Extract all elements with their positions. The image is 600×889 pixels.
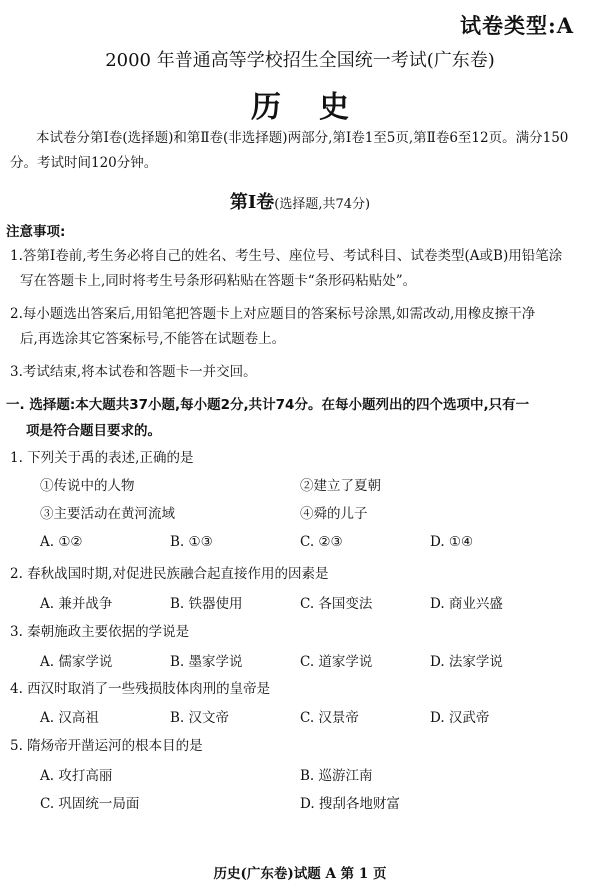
notice-item-3-line-1: 3.考试结束,将本试卷和答题卡一并交回。 <box>10 364 257 380</box>
notice-item-2-line-2: 后,再选涂其它答案标号,不能答在试题卷上。 <box>20 331 286 347</box>
question-1-option-c: C. ②③ <box>300 534 343 550</box>
question-2-option-c: C. 各国变法 <box>300 596 373 612</box>
part-one-heading <box>0 188 600 214</box>
question-4-option-d: D. 汉武帝 <box>430 710 490 726</box>
part-one-title: 第Ⅰ卷 <box>229 192 275 213</box>
question-3-option-c: C. 道家学说 <box>300 654 373 670</box>
notice-item-1-line-1: 1.答第Ⅰ卷前,考生务必将自己的姓名、考生号、座位号、考试科目、试卷类型(A或B)用铅笔涂 <box>10 248 563 264</box>
question-1-statement-4: ④舜的儿子 <box>300 506 368 522</box>
question-2-option-d: D. 商业兴盛 <box>430 596 503 612</box>
question-5-stem: 5. 隋炀帝开凿运河的根本目的是 <box>10 738 203 754</box>
question-2-option-a: A. 兼并战争 <box>40 596 113 612</box>
question-3-option-b: B. 墨家学说 <box>170 654 243 670</box>
exam-title: 2000 年普通高等学校招生全国统一考试(广东卷) <box>105 50 495 71</box>
question-5-options-row-2 <box>40 792 590 812</box>
question-3-options <box>40 650 590 670</box>
question-5-options-row-1 <box>40 764 590 784</box>
question-4-option-a: A. 汉高祖 <box>40 710 99 726</box>
exam-type-label: 试卷类型:A <box>459 13 574 38</box>
question-4-stem: 4. 西汉时取消了一些残损肢体肉刑的皇帝是 <box>10 681 271 697</box>
question-2-options <box>40 592 590 612</box>
question-1-option-a: A. ①② <box>40 534 83 550</box>
question-3-option-a: A. 儒家学说 <box>40 654 113 670</box>
question-5-option-b: B. 巡游江南 <box>300 768 373 784</box>
section-one-line-2: 项是符合题目要求的。 <box>26 423 161 439</box>
question-1-option-d: D. ①④ <box>430 534 474 550</box>
question-1-statement-3: ③主要活动在黄河流域 <box>40 506 175 522</box>
question-1-stem: 1. 下列关于禹的表述,正确的是 <box>10 450 194 466</box>
notice-item-1-line-2: 写在答题卡上,同时将考生号条形码粘贴在答题卡“条形码粘贴处”。 <box>20 273 417 289</box>
notice-title: 注意事项: <box>6 224 66 240</box>
question-4-option-c: C. 汉景帝 <box>300 710 359 726</box>
section-one-line-1: 一. 选择题:本大题共37小题,每小题2分,共计74分。在每小题列出的四个选项中,只有一 <box>6 397 530 413</box>
subject-title: 历史 <box>251 90 387 125</box>
notice-item-3 <box>10 360 590 385</box>
question-3-option-d: D. 法家学说 <box>430 654 503 670</box>
notice-item-2-line-1: 2.每小题选出答案后,用铅笔把答题卡上对应题目的答案标号涂黑,如需改动,用橡皮擦干净 <box>10 306 536 322</box>
question-4-options <box>40 706 590 726</box>
question-5-option-a: A. 攻打高丽 <box>40 768 113 784</box>
question-5-option-c: C. 巩固统一局面 <box>40 796 140 812</box>
exam-intro: 本试卷分第Ⅰ卷(选择题)和第Ⅱ卷(非选择题)两部分,第Ⅰ卷1至5页,第Ⅱ卷6至12页。满分150分。考试时间120分钟。 <box>10 130 569 171</box>
question-2-option-b: B. 铁器使用 <box>170 596 243 612</box>
question-1-statements <box>40 470 580 526</box>
section-one-instructions <box>6 392 594 444</box>
question-1-options <box>40 534 590 550</box>
question-1-statement-2: ②建立了夏朝 <box>300 478 381 494</box>
question-3-stem: 3. 秦朝施政主要依据的学说是 <box>10 624 190 640</box>
question-1-option-b: B. ①③ <box>170 534 213 550</box>
question-5-option-d: D. 搜刮各地财富 <box>300 796 400 812</box>
notice-item-1 <box>10 244 590 294</box>
page-footer: 历史(广东卷)试题 A 第 1 页 <box>213 866 387 882</box>
part-one-note: (选择题,共74分) <box>274 197 371 212</box>
notice-item-2 <box>10 302 590 352</box>
question-2-stem: 2. 春秋战国时期,对促进民族融合起直接作用的因素是 <box>10 566 329 582</box>
question-1-statement-1: ①传说中的人物 <box>40 478 135 494</box>
question-4-option-b: B. 汉文帝 <box>170 710 230 726</box>
